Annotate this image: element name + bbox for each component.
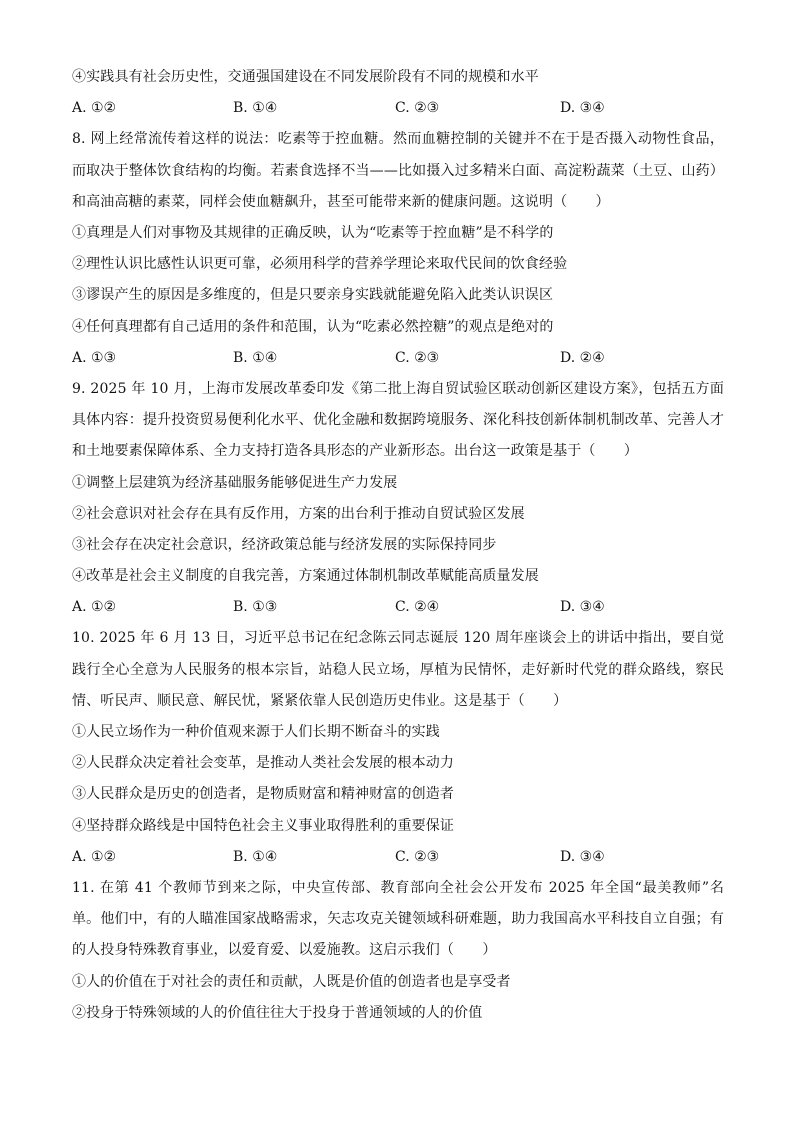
q8-option-b[interactable]: B. ①④ [233, 349, 278, 366]
q8-stem: 8. 网上经常流传着这样的说法：吃素等于控血糖。然而血糖控制的关键并不在于是否摄入动物性食品，而取决于整体饮食结构的均衡。若素食选择不当——比如摄入过多精米白面、高淀粉蔬菜（土豆、山药）和高油高糖的素菜，同样会使血糖飙升，甚至可能带来新的健康问题。这说明（ ） [72, 131, 724, 210]
q10-stem: 10. 2025 年 6 月 13 日，习近平总书记在纪念陈云同志诞辰 120 周年座谈会上的讲话中指出，要自觉践行全心全意为人民服务的根本宗旨，站稳人民立场，厚植为民情怀，走好新时代党的群众路线，察民情、听民声、顺民意、解民忧，紧紧依靠人民创造历史伟业。这是基于（ ） [72, 630, 724, 709]
q8-statement-2: ②理性认识比感性认识更可靠，必须用科学的营养学理论来取代民间的饮食经验 [72, 256, 568, 273]
question-7-tail [72, 62, 724, 124]
q9-option-c[interactable]: C. ②④ [395, 599, 440, 616]
q11-statement-1: ①人的价值在于对社会的责任和贡献，人既是价值的创造者也是享受者 [72, 973, 511, 990]
q7-option-b[interactable]: B. ①④ [233, 100, 278, 117]
question-9 [72, 374, 724, 624]
q8-statement-4: ④任何真理都有自己适用的条件和范围，认为“吃素必然控糖”的观点是绝对的 [72, 318, 554, 335]
q10-option-c[interactable]: C. ②③ [395, 848, 440, 865]
q10-options [72, 842, 724, 873]
exam-page [72, 62, 724, 1029]
question-10 [72, 623, 724, 873]
q10-statement-1: ①人民立场作为一种价值观来源于人们长期不断奋斗的实践 [72, 724, 440, 741]
q8-option-a[interactable]: A. ①③ [72, 349, 117, 366]
q8-option-d[interactable]: D. ②④ [560, 349, 605, 366]
q8-statement-3: ③谬误产生的原因是多维度的，但是只要亲身实践就能避免陷入此类认识误区 [72, 287, 554, 304]
q10-option-d[interactable]: D. ③④ [560, 848, 605, 865]
question-8 [72, 124, 724, 374]
q9-statement-2: ②社会意识对社会存在具有反作用，方案的出台利于推动自贸试验区发展 [72, 505, 525, 522]
q9-statement-3: ③社会存在决定社会意识，经济政策总能与经济发展的实际保持同步 [72, 536, 497, 553]
q10-statement-4: ④坚持群众路线是中国特色社会主义事业取得胜利的重要保证 [72, 817, 455, 834]
q9-option-b[interactable]: B. ①③ [233, 599, 278, 616]
q8-statement-1: ①真理是人们对事物及其规律的正确反映，认为“吃素等于控血糖”是不科学的 [72, 224, 554, 241]
q9-statement-4: ④改革是社会主义制度的自我完善，方案通过体制机制改革赋能高质量发展 [72, 568, 539, 585]
q11-statement-2: ②投身于特殊领域的人的价值往往大于投身于普通领域的人的价值 [72, 1004, 483, 1021]
q8-option-c[interactable]: C. ②③ [395, 349, 440, 366]
q7-option-c[interactable]: C. ②③ [395, 100, 440, 117]
q7-options [72, 93, 724, 124]
q10-option-b[interactable]: B. ①④ [233, 848, 278, 865]
q9-stem: 9. 2025 年 10 月，上海市发展改革委印发《第二批上海自贸试验区联动创新区建设方案》，包括五方面具体内容：提升投资贸易便利化水平、优化金融和数据跨境服务、深化科技创新体制机制改革、完善人才和土地要素保障体系、全力支持打造各具形态的产业新形态。出台这一政策是基于（ ） [72, 380, 724, 460]
q7-option-a[interactable]: A. ①② [72, 100, 117, 117]
q9-statement-1: ①调整上层建筑为经济基础服务能够促进生产力发展 [72, 474, 398, 491]
q9-option-a[interactable]: A. ①② [72, 599, 117, 616]
q7-option-d[interactable]: D. ③④ [560, 100, 605, 117]
q11-stem: 11. 在第 41 个教师节到来之际，中央宣传部、教育部向全社会公开发布 2025 年全国“最美教师”名单。他们中，有的人瞄准国家战略需求，矢志攻克关键领域科研难题，助力我国高水平科技自立自强；有的人投身特殊教育事业，以爱育爱、以爱施教。这启示我们（ ） [72, 880, 724, 959]
q10-statement-3: ③人民群众是历史的创造者，是物质财富和精神财富的创造者 [72, 786, 455, 803]
q9-options [72, 592, 724, 623]
q9-option-d[interactable]: D. ③④ [560, 599, 605, 616]
q10-option-a[interactable]: A. ①② [72, 848, 117, 865]
q7-statement-4: ④实践具有社会历史性，交通强国建设在不同发展阶段有不同的规模和水平 [72, 69, 539, 85]
question-11 [72, 873, 724, 1029]
q10-statement-2: ②人民群众决定着社会变革，是推动人类社会发展的根本动力 [72, 755, 455, 772]
q8-options [72, 343, 724, 374]
